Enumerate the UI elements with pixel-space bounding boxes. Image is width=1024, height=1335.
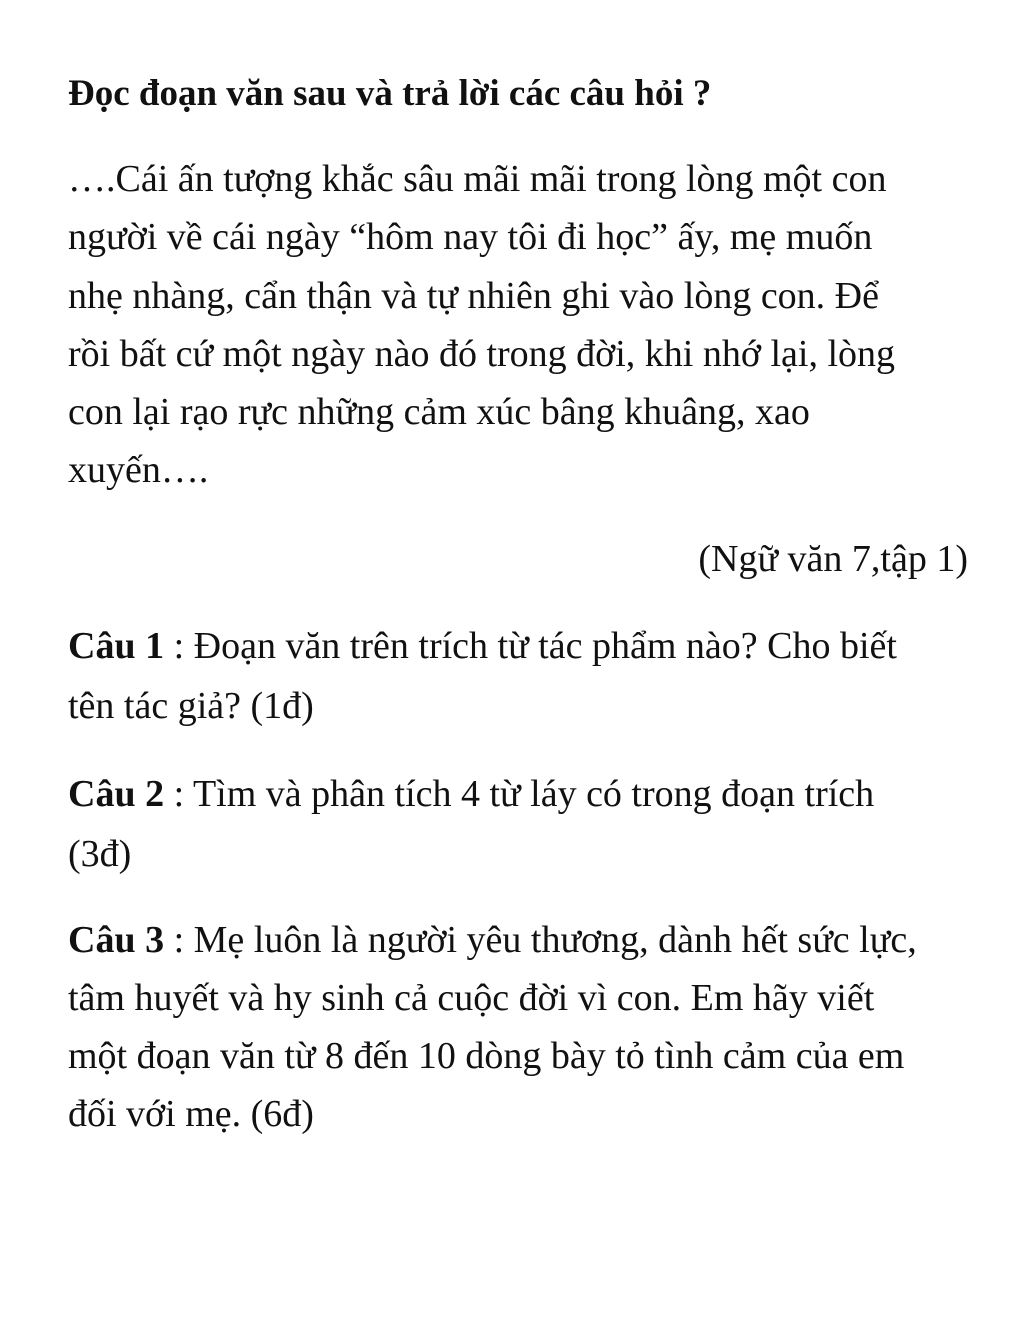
passage-line: người về cái ngày “hôm nay tôi đi học” ấy, mẹ muốn: [68, 216, 873, 258]
question-line: đối với mẹ. (6đ): [68, 1093, 314, 1135]
question-label: Câu 3: [68, 919, 165, 961]
question-line: [68, 770, 874, 818]
passage-line: con lại rạo rực những cảm xúc bâng khuâng, xao: [68, 391, 810, 433]
question-line: tên tác giả? (1đ): [68, 685, 314, 727]
passage-line: ….Cái ấn tượng khắc sâu mãi mãi trong lòng một con: [68, 158, 887, 200]
question-text: : Mẹ luôn là người yêu thương, dành hết sức lực,: [164, 919, 917, 961]
instruction-heading: Đọc đoạn văn sau và trả lời các câu hỏi ?: [68, 73, 712, 114]
passage-line: nhẹ nhàng, cẩn thận và tự nhiên ghi vào lòng con. Để: [68, 275, 879, 317]
question-line: một đoạn văn từ 8 đến 10 dòng bày tỏ tình cảm của em: [68, 1035, 905, 1077]
question-label: Câu 2: [68, 773, 165, 815]
question-text: : Đoạn văn trên trích từ tác phẩm nào? Cho biết: [164, 625, 897, 667]
passage-line: xuyến….: [68, 449, 209, 491]
question-line: (3đ): [68, 833, 132, 875]
question-text: : Tìm và phân tích 4 từ láy có trong đoạn trích: [164, 773, 875, 815]
question-line: tâm huyết và hy sinh cả cuộc đời vì con. Em hãy viết: [68, 977, 875, 1019]
question-label: Câu 1: [68, 625, 165, 667]
question-line: [68, 916, 917, 964]
passage-line: rồi bất cứ một ngày nào đó trong đời, khi nhớ lại, lòng: [68, 333, 896, 375]
question-line: [68, 622, 897, 670]
passage-source: (Ngữ văn 7,tập 1): [698, 538, 968, 580]
